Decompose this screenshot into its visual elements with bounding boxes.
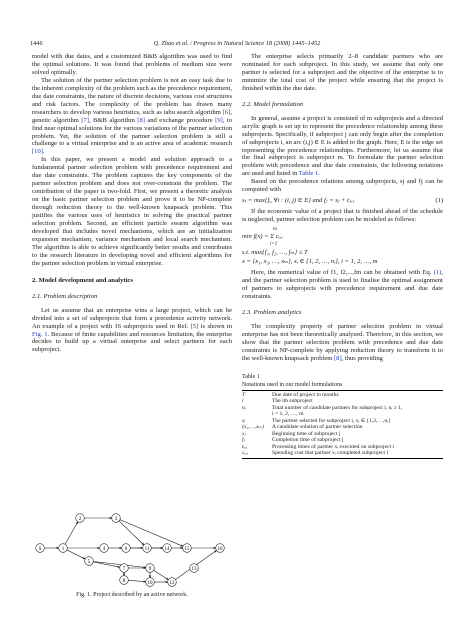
paragraph: In this paper, we present a model and solution approach to a fundamental partner selection problem with precedence requirement and due date constraints. The problem captures the key components of the partner selection problem and does not over-constrain the problem. The contribution of the paper is two-fold. First, we present a theoretic analysis on the basic partner selection problem and prove it to be NP-complete through reduction theory to the well-known knapsack problem. This justifies the various uses of heuristics in solving the practical partner selection problem. Second, an efficient particle swarm algorithm was developed that includes novel mechanisms, which are an initialization expansion mechanism, variance mechanism and local search mechanism. The algorithm is able to achieve significantly better results and contributes to the research literature in developing novel and efficient algorithms for the partner selection problem in virtual enterprise. xyxy=(32,156,232,267)
paragraph: The solution of the partner selection problem is not an easy task due to the inherent complexity of the problem such as the precedence requirement, due date constraints, the nature of discrete decisions, various cost structures and risk factors. The complexity of the problem has drawn many researchers to develop various heuristics, such as tabu search algorithm [6], genetic algorithm [7], B&B algorithm [8] and exchange procedure [9], to find near optimal solutions for the various variations of the partner selection problem. Yet, the solution of the partner selection problem is still a challenge to a virtual enterprise and is an active area of academic research [10]. xyxy=(32,76,232,156)
table-title: Table 1 xyxy=(242,374,260,381)
network-node xyxy=(183,544,192,553)
network-node-label: 15 xyxy=(184,546,190,552)
notation-symbol: T xyxy=(242,390,272,398)
citation-link[interactable]: [8] xyxy=(334,354,342,362)
network-node xyxy=(146,564,155,573)
citation-link[interactable]: [10] xyxy=(32,148,43,156)
paragraph: The complexity property of partner selection problem in virtual enterprise has not been theoretically analyzed. Therefore, in this section, we show that the partner selection problem with precedence and due date constraints is NP-complete by applying reduction theory to transform it to the well-known knapsack problem [8], thus providing xyxy=(242,322,443,362)
page-header xyxy=(30,38,444,50)
paragraph: model with due dates, and a customized B&B algorithm was used to find the optimal solutions. It was found that problems of medium size were solved optimally. xyxy=(32,53,232,76)
network-node xyxy=(112,514,121,523)
notation-description: A candidate solution of partner selection xyxy=(272,424,363,431)
notation-description: Total number of candidate partners for subproject i, nᵢ ≥ 1, xyxy=(272,404,403,411)
notation-symbol: xᵢ xyxy=(242,417,246,424)
paragraph: Here, the numerical value of f1, f2,...,fm can be obtained with Eq. (1), and the partner selection problem is used to finalise the optimal assignment of partners to subprojects with precedence requirement and due date constraints. xyxy=(242,268,443,300)
citation-link[interactable]: [9] xyxy=(215,116,223,124)
notation-symbol: fⱼ xyxy=(242,437,246,444)
citation-link[interactable]: [5] xyxy=(190,322,199,330)
network-node-label: 1 xyxy=(61,546,65,552)
table-row xyxy=(242,390,443,398)
network-node xyxy=(120,576,129,585)
running-head: Q. Zhao et al. / Progress in Natural Science 18 (2008) 1445–1452 xyxy=(153,40,321,47)
section-heading: 2. Model development and analytics xyxy=(32,276,133,284)
constraint-due-date: s.t. max{f₁, f₂, …, fₘ} ≤ T xyxy=(242,249,308,257)
network-node-label: S xyxy=(38,546,42,552)
network-edge xyxy=(128,580,145,581)
network-node-label: 10 xyxy=(147,580,153,586)
network-node xyxy=(36,544,45,553)
citation-link[interactable]: [7] xyxy=(81,116,89,124)
network-node-label: 16 xyxy=(217,546,223,552)
notation-description: The ith subproject xyxy=(272,398,313,405)
paragraph: In general, assume a project is consisted of m subprojects and a directed acrylic graph is set up to represent the precedence relationship among these subprojects. Specifically, if subproject j can only begin after the completion of subprojects i, an arc (i,j) ∈ E is added to the graph. Here, E is the edge set representing the precedence relationships. Furthermore, let us assume that the final subproject is subproject m. To formulate the partner selection problem with precedence and due date constraints, the following notations are used and listed in Table 1. xyxy=(242,114,443,178)
network-edge xyxy=(65,522,78,545)
notation-description: Beginning time of subproject j xyxy=(272,430,341,437)
paragraph: Let us assume that an enterprise wins a large project, which can be divided into a set of subprojects that form a precedence activity network. An example of a project with 16 subprojects used in Ref. [5] is shown in Fig. 1. Because of finite capabilities and resources limitation, the enterprise decides to build up a virtual enterprise and select partners for each subproject. xyxy=(32,306,233,354)
notation-description: The partner selected for subproject i, xᵢ ∈ {1,2,…,nᵢ} xyxy=(272,417,391,424)
equation-body: sⱼ = max{fᵢ, ∀i : (i, j) ∈ E} and fⱼ = sⱼ + tⱼₓⱼ xyxy=(242,197,355,205)
network-node-label: 2 xyxy=(78,516,82,522)
citation-link[interactable]: [8] xyxy=(137,116,145,124)
table-row xyxy=(242,450,443,457)
optimization-model xyxy=(242,227,443,266)
activity-network-diagram xyxy=(32,506,232,592)
network-edge xyxy=(93,562,120,567)
notation-symbol: nᵢ xyxy=(242,404,246,411)
constraint-domain: x = {x₁, x₂, …, xₘ}, xᵢ ∈ {1, 2, …, nᵢ}, i = 1, 2, …, m xyxy=(242,257,378,265)
equation-number: (1) xyxy=(435,197,443,205)
notation-symbol: sⱼ xyxy=(242,430,246,437)
sum-upper-limit: m xyxy=(273,227,277,233)
network-node xyxy=(146,578,155,587)
notation-symbol: tᵢₓᵢ xyxy=(242,443,247,450)
network-node xyxy=(163,544,172,553)
network-node-label: 13 xyxy=(191,566,197,572)
notation-symbol: i xyxy=(242,398,244,405)
paragraph: Based on the precedence relations among subprojects, sj and fj can be computed with xyxy=(242,178,443,194)
paragraph: If the economic value of a project that is finished ahead of the schedule is neglected, partner selection problem can be modeled as follows: xyxy=(242,208,443,224)
network-node-label: 7 xyxy=(122,566,126,572)
objective-function xyxy=(242,227,443,249)
notation-description: i = 1, 2, …, m xyxy=(272,411,304,418)
subsection-heading: 2.2. Model formulation xyxy=(242,100,304,108)
equation-link[interactable]: (1) xyxy=(433,268,442,276)
network-node-label: 9 xyxy=(148,566,152,572)
sum-lower-limit: i=1 xyxy=(270,242,278,248)
notation-description: Spending cost that partner xᵢ completed subproject i xyxy=(272,450,389,457)
equation-1 xyxy=(242,197,443,205)
network-node xyxy=(85,557,94,566)
network-edge xyxy=(67,550,85,559)
notation-description: Processing times of partner xᵢ executed on subproject i xyxy=(272,443,395,450)
network-edge xyxy=(154,570,169,579)
network-node-label: 11 xyxy=(144,546,150,552)
network-node-label: 3 xyxy=(114,516,118,522)
network-edge xyxy=(120,520,183,547)
objective-expression: min f(x) = Σ cᵢₓᵢ xyxy=(242,233,283,241)
network-node xyxy=(143,544,152,553)
network-node xyxy=(76,514,85,523)
right-column xyxy=(242,53,443,459)
network-edge xyxy=(93,561,145,567)
table-caption: Notations used in our model formulations xyxy=(242,381,343,388)
notation-symbol: (x₁,…,xₘ) xyxy=(242,424,264,431)
left-column xyxy=(32,53,232,354)
notation-description: Completion time of subproject j xyxy=(272,437,344,444)
network-node-label: 12 xyxy=(169,580,175,586)
network-node xyxy=(122,544,131,553)
citation-link[interactable]: [6] xyxy=(222,108,231,116)
network-node xyxy=(168,578,177,587)
notation-symbol: cᵢₓᵢ xyxy=(242,450,248,457)
figure-caption: Fig. 1. Project described by an active network. xyxy=(76,592,188,598)
network-node-label: 8 xyxy=(122,578,126,584)
subsection-heading: 2.1. Problem description xyxy=(32,292,98,300)
figure-link[interactable]: Fig. 1 xyxy=(32,330,48,338)
table-bottom-rule xyxy=(242,458,443,459)
paragraph: The enterprise selects primarily 2–8 candidate partners who are nominated for each subproject. In this study, we assume that only one partner is selected for a subproject and the objective of the enterprise is to minimize the total cost of the project while ensuring that the project is finished within the due date. xyxy=(242,53,443,92)
network-node xyxy=(120,564,129,573)
network-node-label: 5 xyxy=(87,559,91,565)
table-link[interactable]: Table 1 xyxy=(298,170,319,178)
network-node xyxy=(100,544,109,553)
network-node xyxy=(190,564,199,573)
network-node xyxy=(216,544,225,553)
notation-table xyxy=(242,390,443,457)
network-node xyxy=(59,544,68,553)
page-number: 1446 xyxy=(30,40,43,47)
notation-description: Due date of project in months xyxy=(272,390,443,398)
network-node-label: 6 xyxy=(124,546,128,552)
figure-1 xyxy=(32,506,232,606)
subsection-heading: 2.3. Problem analytics xyxy=(242,308,302,316)
network-node-label: 4 xyxy=(102,546,106,552)
network-node-label: 14 xyxy=(164,546,170,552)
